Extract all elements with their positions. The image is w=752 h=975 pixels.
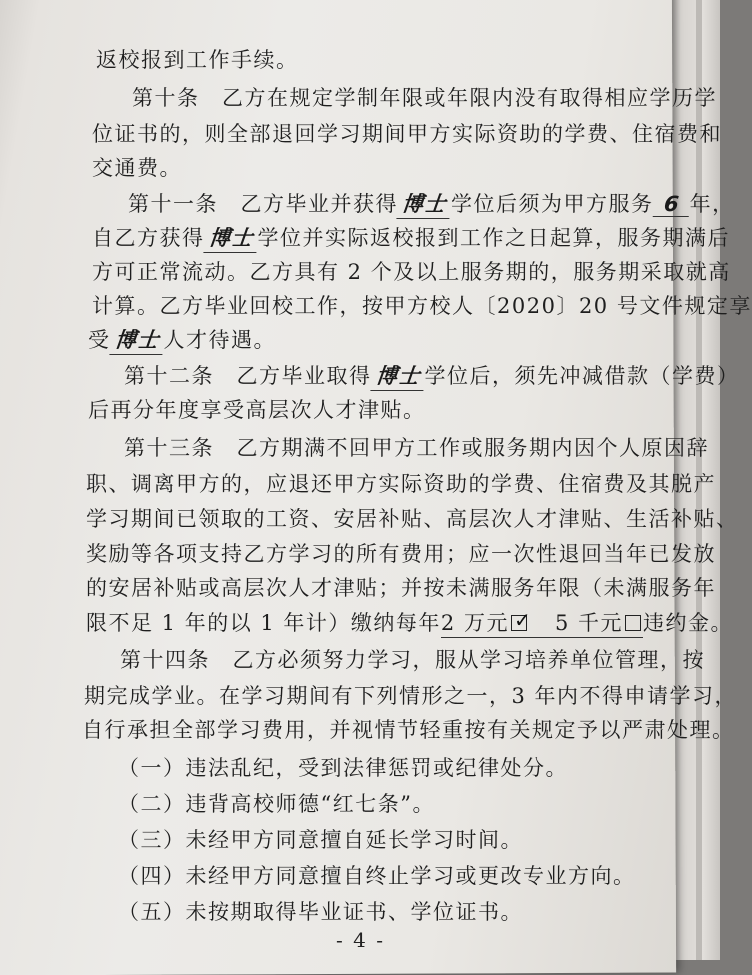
list-item: （一）违法乱纪，受到法律惩罚或纪律处分。 [118,756,568,780]
text-segment: 违约金。 [643,611,734,635]
list-item: （三）未经甲方同意擅自延长学习时间。 [118,828,523,852]
checkmark-icon: ✓ [513,608,533,632]
text-segment: 自乙方获得 [92,226,205,250]
handwritten-degree: 博士 [109,324,165,355]
article-13-penalty-line [86,607,733,638]
text-segment: 第十二条 乙方毕业取得 [124,364,372,388]
text-line: 第十三条 乙方期满不回甲方工作或服务期内因个人原因辞 [124,436,709,460]
article-11-line-1 [128,188,735,219]
text-line: 方可正常流动。乙方具有 2 个及以上服务期的，服务期采取就高 [92,260,731,284]
text-segment: 限不足 1 年的以 1 年计）缴纳每年 [86,611,441,635]
text-line: 自行承担全部学习费用，并视情节轻重按有关规定予以严肃处理。 [82,718,735,742]
text-segment: 学位后，须先冲减借款（学费） [424,364,740,388]
list-item: （二）违背高校师德“红七条”。 [118,792,435,816]
penalty-options [441,607,643,638]
page-number: - 4 - [336,928,385,952]
checked-box [511,608,533,632]
text-line: 后再分年度享受高层次人才津贴。 [88,398,426,422]
text-line: 位证书的，则全部退回学习期间甲方实际资助的学费、住宿费和 [92,122,722,146]
handwritten-degree: 博士 [370,360,426,391]
empty-box [625,615,641,631]
article-11-line-2 [92,222,730,253]
article-11-line-5 [88,324,276,355]
option-label: 5 千元 [554,611,624,635]
text-line: 第十四条 乙方必须努力学习，服从学习培养单位管理，按 [120,648,705,672]
text-line: 交通费。 [92,156,182,180]
handwritten-years: 6 [652,192,691,217]
text-segment: 人才待遇。 [163,328,276,352]
list-item: （五）未按期取得毕业证书、学位证书。 [118,900,523,924]
text-line: 期完成学业。在学习期间有下列情形之一，3 年内不得申请学习， [84,684,738,708]
text-segment: 第十一条 乙方毕业并获得 [128,192,398,216]
text-segment: 学位并实际返校报到工作之日起算，服务期满后 [257,226,730,250]
text-segment: 学位后须为甲方服务 [451,192,654,216]
handwritten-degree: 博士 [203,222,259,253]
text-line: 的安居补贴或高层次人才津贴；并按未满服务年限（未满服务年 [86,576,716,600]
list-item: （四）未经甲方同意擅自终止学习或更改专业方向。 [118,864,636,888]
article-12-line-1 [124,360,740,391]
text-line: 奖励等各项支持乙方学习的所有费用；应一次性退回当年已发放 [86,542,716,566]
text-line: 返校报到工作手续。 [96,48,299,72]
option-label: 2 万元 [440,611,509,635]
text-segment: 受 [88,328,111,352]
text-line: 学习期间已领取的工资、安居补贴、高层次人才津贴、生活补贴、 [86,507,739,531]
text-line: 计算。乙方毕业回校工作，按甲方校人〔2020〕20 号文件规定享 [92,294,752,318]
text-line: 职、调离甲方的，应退还甲方实际资助的学费、住宿费及其脱产 [86,472,716,496]
handwritten-degree: 博士 [396,188,452,219]
text-segment: 年， [689,192,735,216]
text-line: 第十条 乙方在规定学制年限或年限内没有取得相应学历学 [132,86,717,110]
